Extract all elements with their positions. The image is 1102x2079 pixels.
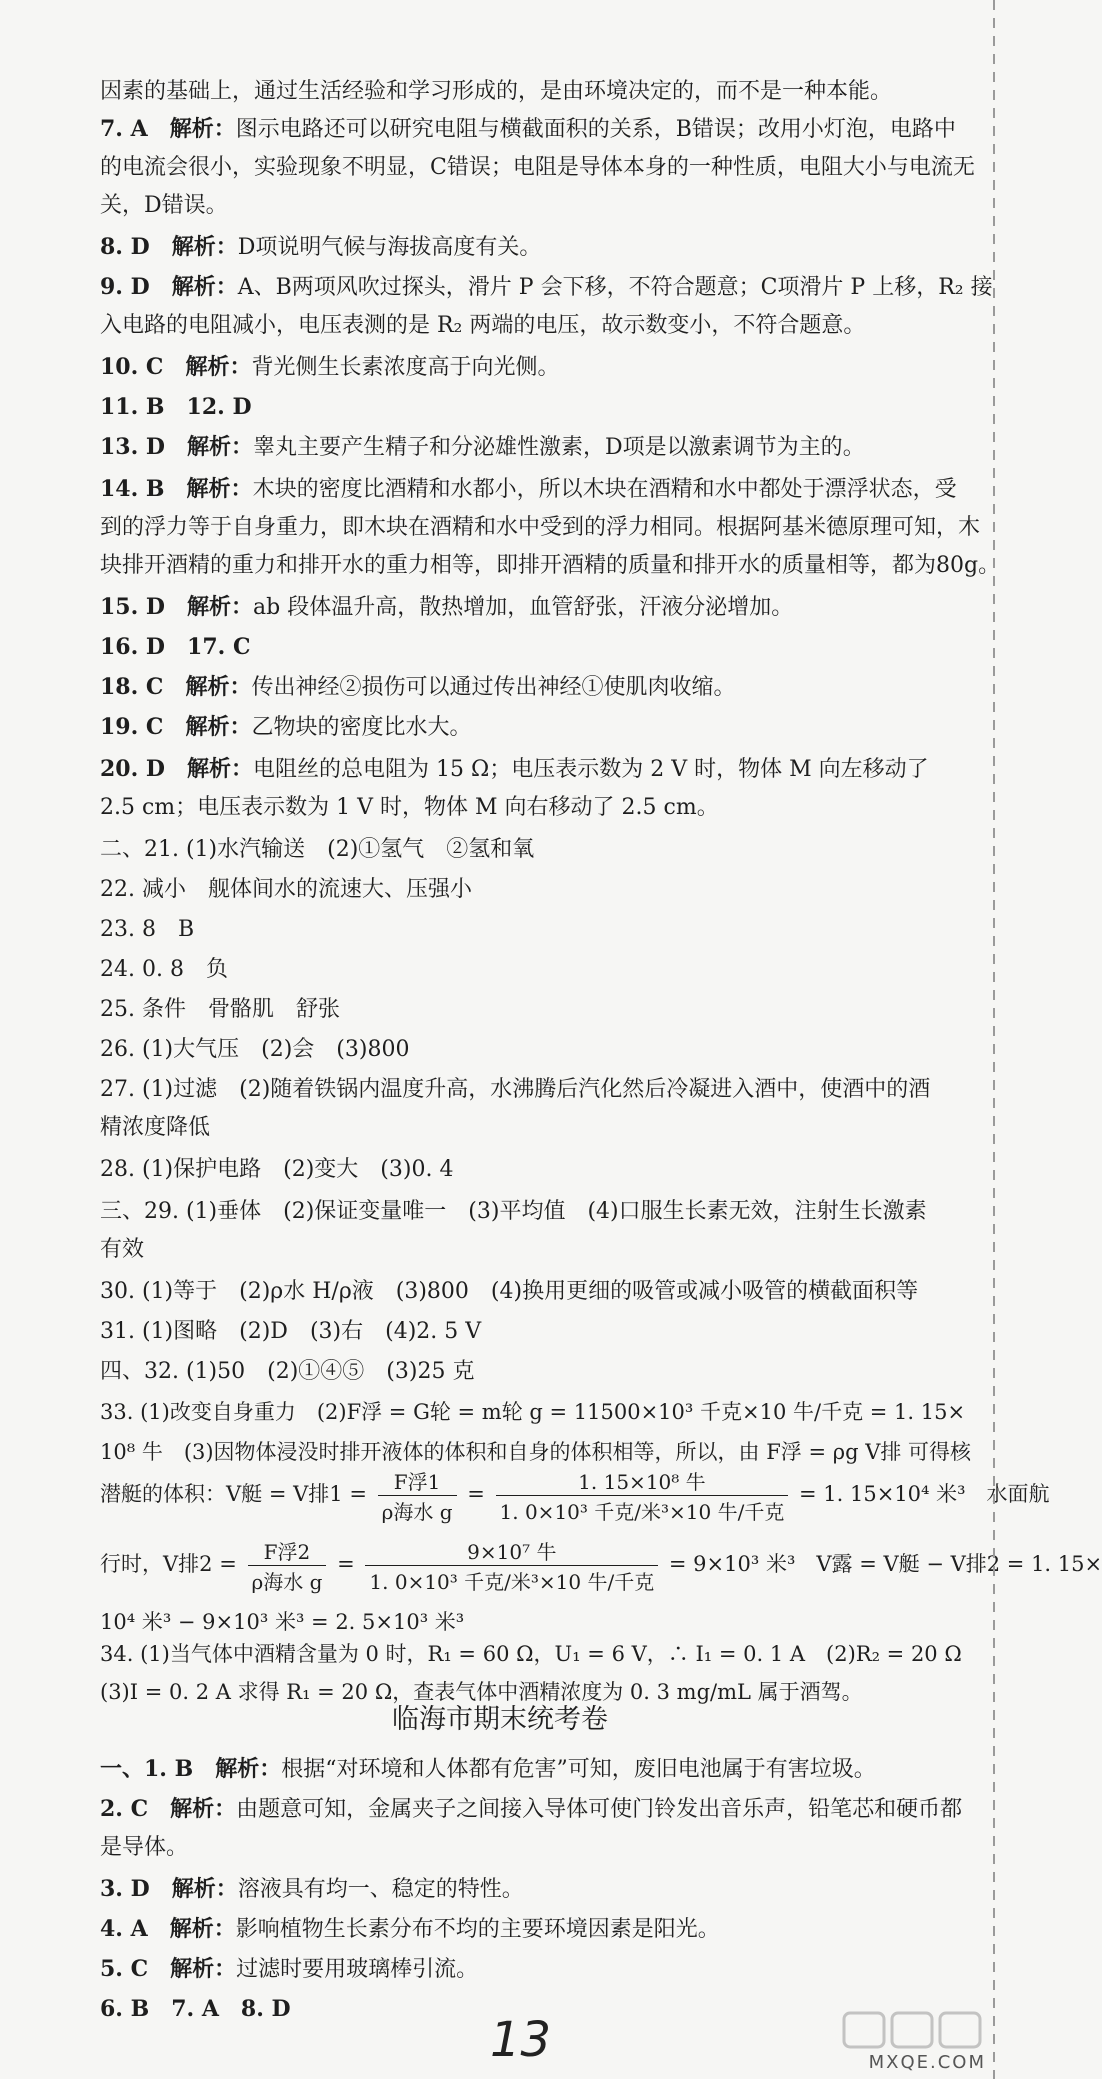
answer-31: 31. (1)图略 (2)D (3)右 (4)2. 5 V <box>100 1319 482 1344</box>
fraction-numerator: 9×10⁷ 牛 <box>365 1536 658 1566</box>
analysis-text: 影响植物生长素分布不均的主要环境因素是阳光。 <box>235 1917 720 1942</box>
analysis-label: 解析： <box>185 674 252 700</box>
answer-19 <box>100 710 472 741</box>
page-number: 13 <box>490 2012 552 2068</box>
analysis-label: 解析： <box>185 714 252 740</box>
analysis-label: 解析： <box>170 1956 237 1982</box>
text-line: 关，D错误。 <box>100 193 228 218</box>
analysis-text: 传出神经②损伤可以通过传出神经①使肌肉收缩。 <box>251 675 736 700</box>
fraction-denominator: ρ海水 g <box>381 1500 453 1524</box>
analysis-text: 过滤时要用玻璃棒引流。 <box>236 1957 479 1982</box>
answer-14 <box>100 472 957 503</box>
question-number: 13. D <box>100 434 166 460</box>
answer-s5 <box>100 1952 478 1983</box>
question-number: 20. D <box>100 756 166 782</box>
question-number: 7. A <box>100 116 148 142</box>
analysis-label: 解析： <box>171 1876 238 1902</box>
answer-22: 22. 减小 舰体间水的流速大、压强小 <box>100 877 472 902</box>
analysis-label: 解析： <box>187 756 254 782</box>
text-line: 到的浮力等于自身重力，即木块在酒精和水中受到的浮力相同。根据阿基米德原理可知，木 <box>100 515 981 540</box>
answer-27: 27. (1)过滤 (2)随着铁锅内温度升高，水沸腾后汽化然后冷凝进入酒中，使酒中的酒 <box>100 1077 931 1102</box>
answer-11-12: 11. B 12. D <box>100 394 252 420</box>
answer-16-17: 16. D 17. C <box>100 634 251 660</box>
question-number: 15. D <box>100 594 166 620</box>
fraction <box>365 1536 658 1595</box>
answer-26: 26. (1)大气压 (2)会 (3)800 <box>100 1037 410 1062</box>
analysis-label: 解析： <box>215 1756 282 1782</box>
answer-34: 34. (1)当气体中酒精含量为 0 时，R₁ = 60 Ω，U₁ = 6 V，∴ I₁ = 0. 1 A (2)R₂ = 20 Ω <box>100 1642 962 1666</box>
analysis-label: 解析： <box>171 274 238 300</box>
analysis-label: 解析： <box>170 1796 237 1822</box>
answer-20 <box>100 752 929 783</box>
fraction <box>378 1466 457 1525</box>
text-line: 精浓度降低 <box>100 1115 211 1140</box>
text-line: 入电路的电阻减小，电压表测的是 R₂ 两端的电压，故示数变小，不符合题意。 <box>100 313 866 338</box>
text-line: 的电流会很小，实验现象不明显，C错误；电阻是导体本身的一种性质，电阻大小与电流无 <box>100 155 975 180</box>
text-line: 是导体。 <box>100 1835 189 1860</box>
text-line: 有效 <box>100 1237 145 1262</box>
answer-28: 28. (1)保护电路 (2)变大 (3)0. 4 <box>100 1157 454 1182</box>
binding-edge-decoration <box>988 0 1000 2079</box>
equals-sign: = <box>467 1482 485 1506</box>
analysis-text: 溶液具有均一、稳定的特性。 <box>237 1877 524 1902</box>
answer-21: 二、21. (1)水汽输送 (2)①氢气 ②氢和氧 <box>100 837 535 862</box>
fraction-denominator: ρ海水 g <box>251 1570 323 1594</box>
fraction-numerator: F浮1 <box>378 1466 457 1496</box>
fraction-numerator: F浮2 <box>248 1536 327 1566</box>
analysis-text: 由题意可知，金属夹子之间接入导体可使门铃发出音乐声，铅笔芯和硬币都 <box>236 1797 963 1822</box>
answer-33: 33. (1)改变自身重力 (2)F浮 = G轮 = m轮 g = 11500×10³ 千克×10 牛/千克 = 1. 15× <box>100 1400 966 1424</box>
fraction <box>496 1466 789 1525</box>
text-line: 10⁸ 牛 (3)因物体浸没时排开液体的体积和自身的体积相等，所以，由 F浮 = ρg V排 可得核 <box>100 1440 972 1464</box>
formula-line <box>100 1536 1102 1595</box>
analysis-label: 解析： <box>187 594 254 620</box>
analysis-label: 解析： <box>187 434 254 460</box>
answer-9 <box>100 270 993 301</box>
analysis-text: 背光侧生长素浓度高于向光侧。 <box>251 355 560 380</box>
analysis-label: 解析： <box>185 354 252 380</box>
analysis-text: 图示电路还可以研究电阻与横截面积的关系，B错误；改用小灯泡，电路中 <box>235 117 956 142</box>
answer-s6-8: 6. B 7. A 8. D <box>100 1996 291 2022</box>
analysis-text: 乙物块的密度比水大。 <box>251 715 472 740</box>
watermark-text: MXQE.COM <box>868 2052 986 2073</box>
answer-18 <box>100 670 736 701</box>
question-number: 14. B <box>100 476 165 502</box>
answer-s4 <box>100 1912 720 1943</box>
analysis-text: D项说明气候与海拔高度有关。 <box>237 235 542 260</box>
answer-23: 23. 8 B <box>100 917 195 942</box>
formula-text: = 1. 15×10⁴ 米³ 水面航 <box>799 1482 1050 1506</box>
text-line: 10⁴ 米³ − 9×10³ 米³ = 2. 5×10³ 米³ <box>100 1610 465 1634</box>
question-number: 8. D <box>100 234 150 260</box>
equals-sign: = <box>337 1552 355 1576</box>
text-line: 因素的基础上，通过生活经验和学习形成的，是由环境决定的，而不是一种本能。 <box>100 79 893 104</box>
analysis-label: 解析： <box>169 1916 236 1942</box>
text-line: 块排开酒精的重力和排开水的重力相等，即排开酒精的质量和排开水的质量相等，都为80g。 <box>100 553 1001 578</box>
answer-s2 <box>100 1792 962 1823</box>
answer-13 <box>100 430 865 461</box>
question-number: 4. A <box>100 1916 148 1942</box>
text-line: (3)I = 0. 2 A 求得 R₁ = 20 Ω，查表气体中酒精浓度为 0. 3 mg/mL 属于酒驾。 <box>100 1680 863 1704</box>
question-number: 10. C <box>100 354 164 380</box>
answer-10 <box>100 350 560 381</box>
fraction-numerator: 1. 15×10⁸ 牛 <box>496 1466 789 1496</box>
analysis-text: 木块的密度比酒精和水都小，所以木块在酒精和水中都处于漂浮状态，受 <box>252 477 957 502</box>
answer-s3 <box>100 1872 524 1903</box>
analysis-text: 睾丸主要产生精子和分泌雄性激素，D项是以激素调节为主的。 <box>253 435 865 460</box>
analysis-label: 解析： <box>169 116 236 142</box>
answer-30: 30. (1)等于 (2)ρ水 H/ρ液 (3)800 (4)换用更细的吸管或减小吸管的横截面积等 <box>100 1279 919 1304</box>
text-line: 2.5 cm；电压表示数为 1 V 时，物体 M 向右移动了 2.5 cm。 <box>100 795 719 820</box>
formula-text: 潜艇的体积：V艇 = V排1 = <box>100 1482 367 1506</box>
analysis-label: 解析： <box>171 234 238 260</box>
answer-24: 24. 0. 8 负 <box>100 957 228 982</box>
analysis-text: A、B两项风吹过探头，滑片 P 会下移，不符合题意；C项滑片 P 上移，R₂ 接 <box>237 275 993 300</box>
answer-8 <box>100 230 541 261</box>
answer-32: 四、32. (1)50 (2)①④⑤ (3)25 克 <box>100 1359 475 1384</box>
section-title: 临海市期末统考卷 <box>392 1704 608 1735</box>
formula-text: = 9×10³ 米³ V露 = V艇 − V排2 = 1. 15× <box>668 1552 1102 1576</box>
formula-text: 行时，V排2 = <box>100 1552 237 1576</box>
question-number: 9. D <box>100 274 150 300</box>
analysis-text: 电阻丝的总电阻为 15 Ω；电压表示数为 2 V 时，物体 M 向左移动了 <box>253 757 929 782</box>
analysis-label: 解析： <box>186 476 253 502</box>
question-number: 2. C <box>100 1796 149 1822</box>
question-number: 一、1. B <box>100 1756 194 1782</box>
answer-7 <box>100 112 956 143</box>
fraction <box>248 1536 327 1595</box>
answer-29: 三、29. (1)垂体 (2)保证变量唯一 (3)平均值 (4)口服生长素无效，注射生长激素 <box>100 1199 927 1224</box>
fraction-denominator: 1. 0×10³ 千克/米³×10 牛/千克 <box>499 1500 785 1524</box>
analysis-text: 根据“对环境和人体都有危害”可知，废旧电池属于有害垃圾。 <box>281 1757 876 1782</box>
question-number: 19. C <box>100 714 164 740</box>
question-number: 3. D <box>100 1876 150 1902</box>
fraction-denominator: 1. 0×10³ 千克/米³×10 牛/千克 <box>369 1570 655 1594</box>
formula-line <box>100 1466 1050 1525</box>
analysis-text: ab 段体温升高，散热增加，血管舒张，汗液分泌增加。 <box>253 595 794 620</box>
answer-25: 25. 条件 骨骼肌 舒张 <box>100 997 340 1022</box>
question-number: 18. C <box>100 674 164 700</box>
answer-s1 <box>100 1752 876 1783</box>
question-number: 5. C <box>100 1956 149 1982</box>
answer-15 <box>100 590 793 621</box>
